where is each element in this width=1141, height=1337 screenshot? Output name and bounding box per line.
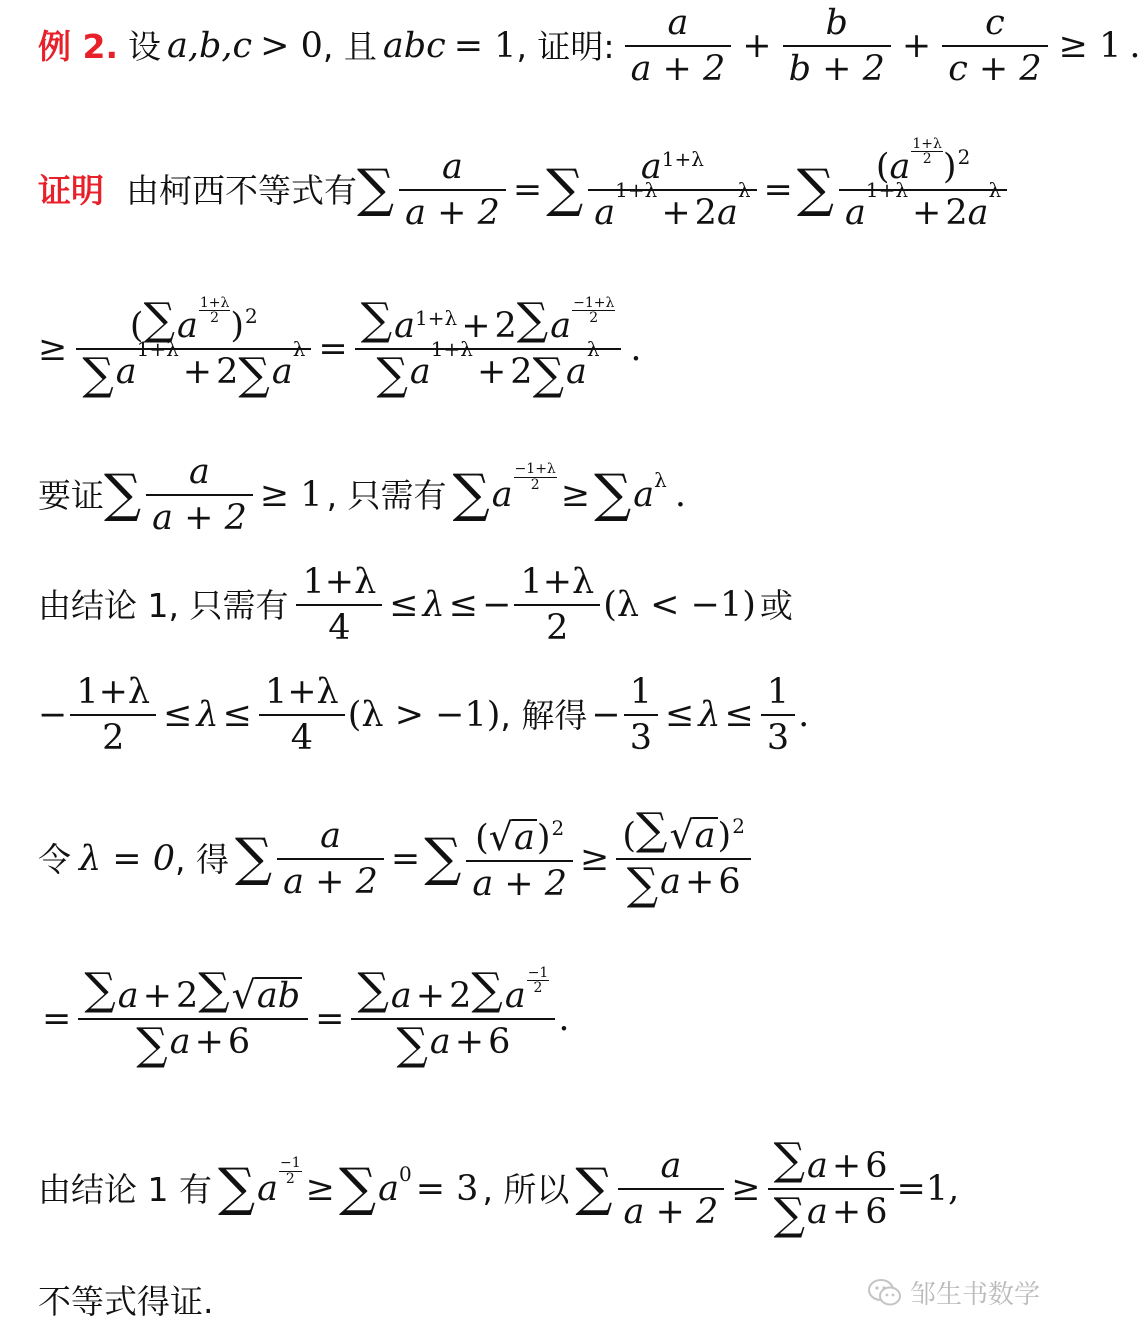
fraction-a-over-a-plus-2: $\frac{a}{a + 2}$ <box>399 150 506 231</box>
wechat-icon <box>868 1278 902 1308</box>
text-huo: 或 <box>759 586 793 625</box>
proof-label: 证明 <box>38 171 104 210</box>
fraction-c: $\frac{c}{c + 2}$ <box>942 6 1047 87</box>
var-a: a <box>378 1169 399 1209</box>
ge-sign: ≥ <box>580 839 610 879</box>
fraction-third: $\frac{1}{3}$ <box>761 675 795 756</box>
sigma-symbol: ∑ <box>594 463 632 524</box>
minus-sign: − <box>38 695 68 735</box>
proof-line-4 <box>38 562 1060 648</box>
fraction-squared: ( a 1+λ 2 ) 2 a 1+λ + 2 a λ <box>839 150 1007 231</box>
fraction-half: $\frac{1+\lambda}{2}$ <box>70 675 156 756</box>
sigma-symbol: ∑ <box>357 158 395 219</box>
fraction-expanded: ∑ a 1+λ + 2 ∑ a −1+λ 2 ∑ a 1+λ + 2 ∑ a λ <box>355 300 622 399</box>
ge-one: ≥ 1 <box>1058 26 1122 66</box>
neg-half-exponent: $\frac{-1}{2}$ <box>279 1155 301 1187</box>
fraction-a-over-a-plus-2: $\frac{a}{a + 2}$ <box>146 455 253 536</box>
sigma-symbol: ∑ <box>104 463 142 524</box>
sigma-symbol: ∑ <box>452 463 490 524</box>
fraction-half: $\frac{1+\lambda}{2}$ <box>514 565 600 646</box>
le-sign: ≤ <box>222 695 252 735</box>
proof-line-6 <box>38 804 1060 910</box>
eq-sign: = <box>763 170 793 210</box>
text-de: , 得 <box>175 840 230 879</box>
watermark <box>868 1274 1040 1311</box>
text-jiede: , 解得 <box>500 696 588 735</box>
minus-sign: − <box>482 585 512 625</box>
eq-sign: = <box>512 170 543 210</box>
proof-line-2 <box>38 294 1060 400</box>
var-abc: abc <box>382 26 446 66</box>
ge-sign: ≥ <box>731 1169 761 1209</box>
fraction-third: $\frac{1}{3}$ <box>624 675 658 756</box>
sigma-symbol: ∑ <box>546 158 584 219</box>
le-sign: ≤ <box>665 695 695 735</box>
period: . <box>1129 26 1141 66</box>
ge-one: ≥ 1 <box>259 475 323 515</box>
var-a: a <box>257 1169 278 1209</box>
var-lambda: λ <box>196 695 219 735</box>
fraction-quarter: $\frac{1+\lambda}{4}$ <box>296 565 382 646</box>
eq-one-final: =1, <box>896 1169 960 1209</box>
neg-exponent: $\frac{-1+\lambda}{2}$ <box>514 461 556 493</box>
eq-sign: = <box>390 839 421 879</box>
le-sign: ≤ <box>389 585 419 625</box>
exp-zero: 0 <box>398 1161 412 1186</box>
fraction-a: $\frac{a}{a + 2}$ <box>625 6 732 87</box>
proof-line-3 <box>38 452 1060 538</box>
proof-intro: 由柯西不等式有 <box>126 171 357 210</box>
text-zhengming: , 证明: <box>516 27 615 66</box>
var-list: a,b,c <box>167 26 253 66</box>
text-yaozheng: 要证 <box>38 476 104 515</box>
sigma-symbol: ∑ <box>338 1157 377 1218</box>
eq-sign: = <box>42 999 72 1039</box>
sigma-symbol: ∑ <box>424 827 462 888</box>
fraction-sum-sqrt: ( ∑ √ a ) 2 ∑ a + 6 <box>616 810 751 909</box>
text-she: 设 <box>128 27 161 66</box>
condition-lt: (λ < −1) <box>603 585 756 625</box>
example-label: 例 2. <box>38 27 118 66</box>
sigma-symbol: ∑ <box>235 827 273 888</box>
proof-line-7 <box>38 964 1060 1070</box>
condition-gt: (λ > −1) <box>347 695 501 735</box>
sigma-symbol: ∑ <box>575 1157 613 1218</box>
gt-zero: > 0 <box>260 26 323 66</box>
sigma-symbol: ∑ <box>796 158 834 219</box>
fraction-cauchy: ( ∑ a 1+λ 2 ) 2 ∑ a 1+λ + 2 ∑ a λ <box>76 300 311 399</box>
le-sign: ≤ <box>448 585 479 625</box>
var-a: a <box>633 475 655 515</box>
period: . <box>674 475 686 515</box>
proof-line-5 <box>38 672 1060 758</box>
le-sign: ≤ <box>163 695 193 735</box>
proof-line-8 <box>38 1134 1060 1240</box>
ge-sign: ≥ <box>38 329 68 369</box>
ge-sign: ≥ <box>305 1169 335 1209</box>
watermark-text: 邹生书数学 <box>909 1280 1040 1310</box>
fraction-sqrt-ab: ∑ a + 2 ∑ √ ab ∑ a + 6 <box>78 970 308 1069</box>
le-sign: ≤ <box>724 695 754 735</box>
fraction-quarter: $\frac{1+\lambda}{4}$ <box>259 675 345 756</box>
plus-sign: + <box>901 26 932 66</box>
period: . <box>798 695 810 735</box>
eq-sign: = <box>315 999 345 1039</box>
var-a: a <box>491 475 513 515</box>
fraction-a-over-a-plus-2: $\frac{a}{a + 2}$ <box>277 819 384 900</box>
text-qie: , 且 <box>322 27 377 66</box>
fraction-a-over-a-plus-2: $\frac{a}{a + 2}$ <box>618 1149 725 1230</box>
text-ling: 令 <box>38 840 71 879</box>
plus-sign: + <box>742 26 772 66</box>
fraction-b: $\frac{b}{b + 2}$ <box>783 6 891 87</box>
fraction-power: a 1+λ a 1+λ + 2 a λ <box>588 150 756 231</box>
period: . <box>558 999 570 1039</box>
exp-lambda: λ <box>654 467 667 492</box>
lambda-eq-zero: λ = 0 <box>79 839 176 879</box>
period: . <box>630 329 642 369</box>
ge-sign: ≥ <box>560 475 591 515</box>
fraction-unity: ∑ a + 6 ∑ a + 6 <box>768 1140 894 1239</box>
fraction-sqrt-squared: ( √ a ) 2 a + 2 <box>466 818 573 902</box>
text-conclusion: 不等式得证. <box>38 1282 214 1321</box>
var-lambda: λ <box>698 695 721 735</box>
proof-line-1 <box>38 135 1060 233</box>
text-zhixuyou: , 只需有 <box>326 476 447 515</box>
eq-three: = 3 <box>415 1169 479 1209</box>
text-suoyi: , 所以 <box>482 1170 570 1209</box>
text-youjielun: 由结论 1, 只需有 <box>38 586 289 625</box>
eq-one: = 1 <box>453 26 517 66</box>
minus-sign: − <box>591 695 621 735</box>
example-statement <box>38 3 1141 89</box>
sigma-symbol: ∑ <box>217 1157 256 1218</box>
eq-sign: = <box>318 329 348 369</box>
text-youjielun1you: 由结论 1 有 <box>38 1170 212 1209</box>
var-lambda: λ <box>422 585 445 625</box>
fraction-neg-half: ∑ a + 2 ∑ a −1 2 ∑ a + 6 <box>351 970 555 1069</box>
